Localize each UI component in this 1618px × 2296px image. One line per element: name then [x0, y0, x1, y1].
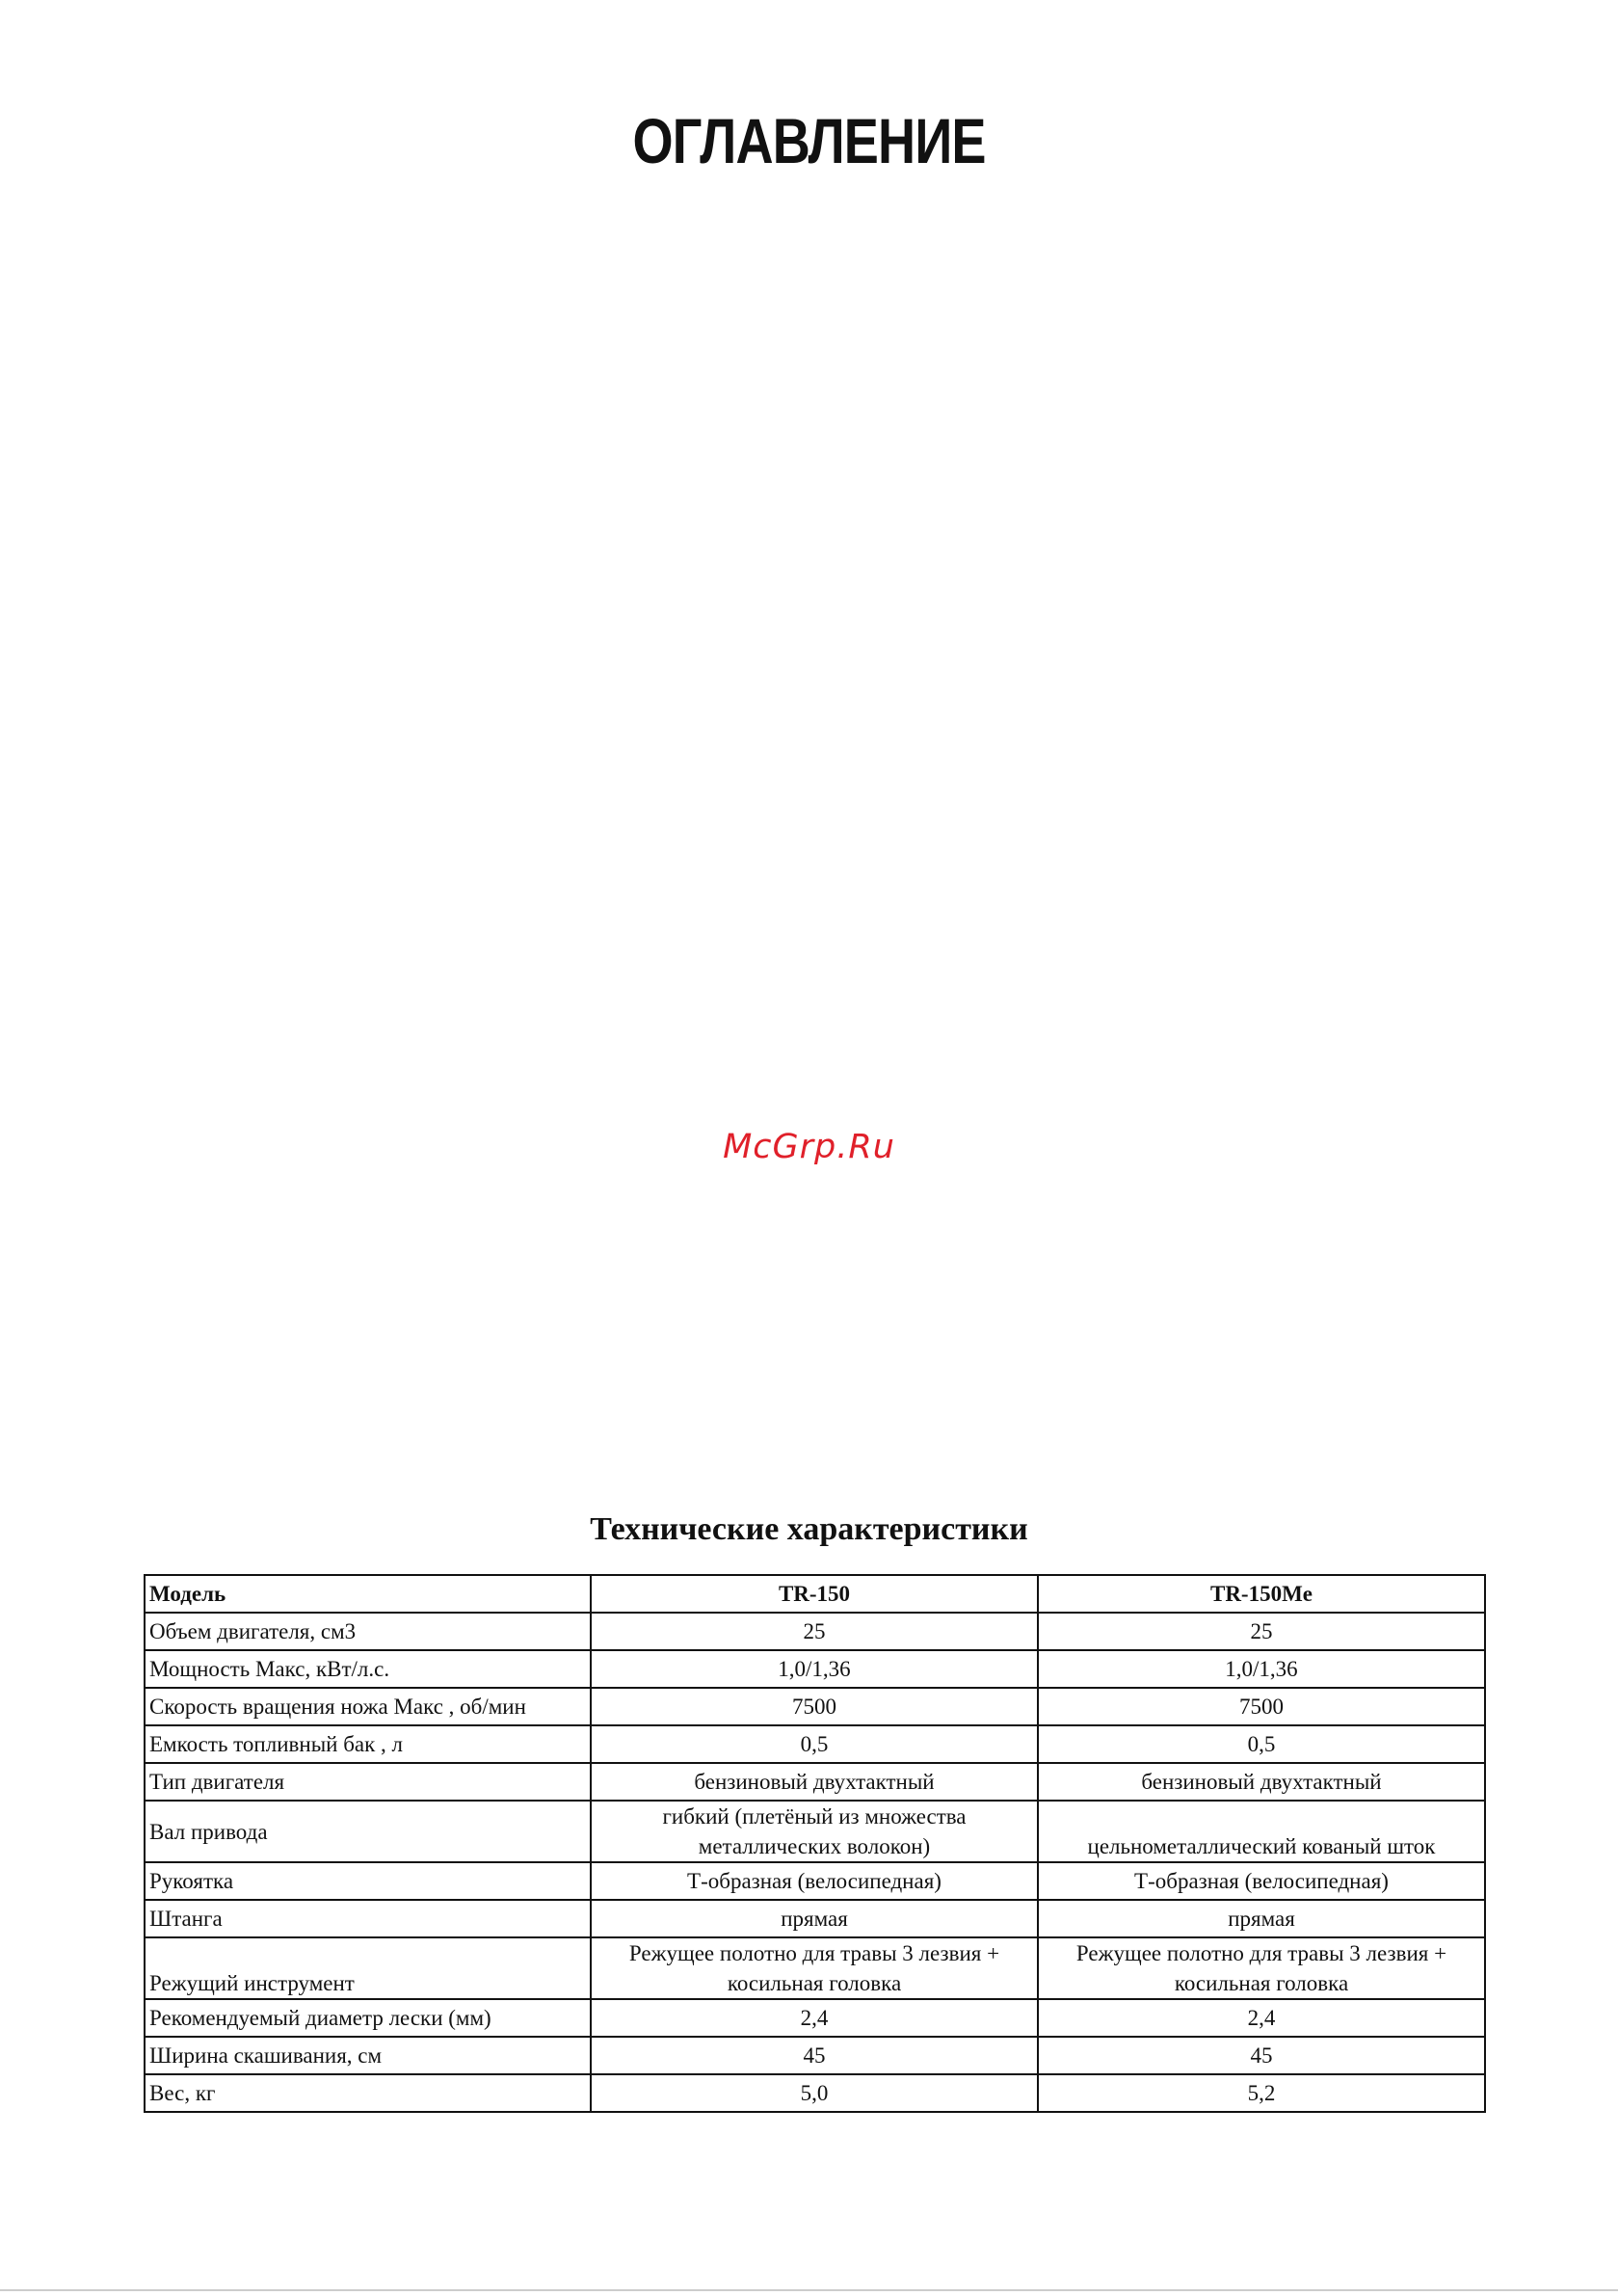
param-cell: Мощность Макс, кВт/л.с. — [145, 1650, 591, 1688]
table-row — [145, 1862, 1485, 1900]
model2-value-cell: 1,0/1,36 — [1038, 1650, 1485, 1688]
param-cell: Вал привода — [145, 1801, 591, 1862]
param-cell: Скорость вращения ножа Макс , об/мин — [145, 1688, 591, 1725]
param-cell: Тип двигателя — [145, 1763, 591, 1801]
model2-value-cell — [1038, 1937, 1485, 1999]
model2-value-cell: 7500 — [1038, 1688, 1485, 1725]
table-row — [145, 1688, 1485, 1725]
param-cell: Рекомендуемый диаметр лески (мм) — [145, 1999, 591, 2037]
model1-value-cell: 7500 — [591, 1688, 1038, 1725]
model1-value-cell: 25 — [591, 1613, 1038, 1650]
table-row — [145, 1725, 1485, 1763]
table-row — [145, 2037, 1485, 2074]
table-row — [145, 1613, 1485, 1650]
model1-value-cell — [591, 1937, 1038, 1999]
model2-value-cell: прямая — [1038, 1900, 1485, 1937]
param-cell: Емкость топливный бак , л — [145, 1725, 591, 1763]
model1-value-cell: 45 — [591, 2037, 1038, 2074]
model2-value-cell: 0,5 — [1038, 1725, 1485, 1763]
model2-value-cell: 45 — [1038, 2037, 1485, 2074]
specs-table — [144, 1574, 1486, 2113]
model1-value-cell — [591, 1801, 1038, 1862]
footer-divider — [0, 2289, 1618, 2291]
specs-header-row — [145, 1575, 1485, 1613]
model2-value-cell: 25 — [1038, 1613, 1485, 1650]
watermark-text: McGrp.Ru — [723, 1128, 895, 1166]
param-cell: Ширина скашивания, см — [145, 2037, 591, 2074]
model2-value-cell: 5,2 — [1038, 2074, 1485, 2112]
model1-value-line: косильная головка — [727, 1971, 902, 1995]
model2-value-line: косильная головка — [1174, 1971, 1349, 1995]
model2-value-line: Режущее полотно для травы 3 лезвия + — [1075, 1941, 1447, 1965]
model1-value-cell: 0,5 — [591, 1725, 1038, 1763]
model1-value-cell: Т-образная (велосипедная) — [591, 1862, 1038, 1900]
model1-value-line: Режущее полотно для травы 3 лезвия + — [628, 1941, 1000, 1965]
model1-value-cell: бензиновый двухтактный — [591, 1763, 1038, 1801]
param-cell: Рукоятка — [145, 1862, 591, 1900]
table-row — [145, 1763, 1485, 1801]
table-row — [145, 1650, 1485, 1688]
table-row — [145, 2074, 1485, 2112]
model2-value-cell: бензиновый двухтактный — [1038, 1763, 1485, 1801]
model1-value-cell: 2,4 — [591, 1999, 1038, 2037]
page-title: ОГЛАВЛЕНИЕ — [632, 105, 986, 176]
model2-value-cell: Т-образная (велосипедная) — [1038, 1862, 1485, 1900]
param-cell: Режущий инструмент — [145, 1937, 591, 1999]
table-row — [145, 1937, 1485, 1999]
table-row — [145, 1900, 1485, 1937]
model1-value-cell: прямая — [591, 1900, 1038, 1937]
table-row — [145, 1801, 1485, 1862]
model2-value-cell: 2,4 — [1038, 1999, 1485, 2037]
param-cell: Вес, кг — [145, 2074, 591, 2112]
model2-value-cell: цельнометаллический кованый шток — [1038, 1801, 1485, 1862]
specs-heading: Технические характеристики — [590, 1511, 1028, 1547]
model1-value-line: гибкий (плетёный из множества — [662, 1804, 967, 1829]
param-cell: Штанга — [145, 1900, 591, 1937]
table-row — [145, 1999, 1485, 2037]
model1-value-cell: 5,0 — [591, 2074, 1038, 2112]
model1-value-cell: 1,0/1,36 — [591, 1650, 1038, 1688]
param-cell: Объем двигателя, см3 — [145, 1613, 591, 1650]
header-model2-cell: TR-150Me — [1038, 1575, 1485, 1613]
model1-value-line: металлических волокон) — [698, 1834, 931, 1858]
header-param-cell: Модель — [145, 1575, 591, 1613]
header-model1-cell: TR-150 — [591, 1575, 1038, 1613]
